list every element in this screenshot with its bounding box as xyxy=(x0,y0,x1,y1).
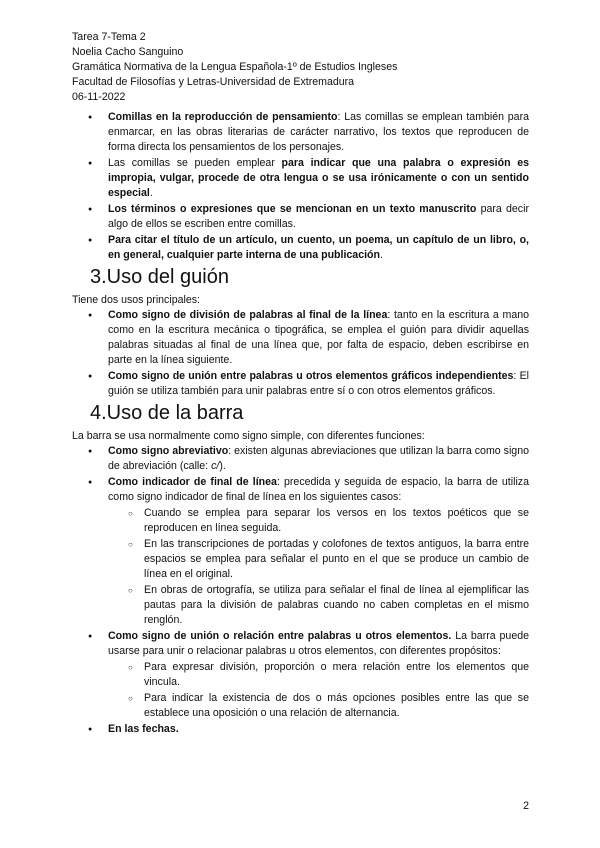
list-item: ● Como signo de división de palabras al final de la línea: tanto en la escritura a mano como en la escritura mecánica o tipográfica, se emplea el guión para dividir aquellas palabras situadas al final de una línea que, por falta de espacio, deben escribirse en parte en la línea siguiente. xyxy=(72,308,529,368)
section-3-heading: 3.Uso del guión xyxy=(90,266,229,288)
section-4-intro: La barra se usa normalmente como signo simple, con diferentes funciones: xyxy=(72,430,425,442)
section-3-intro: Tiene dos usos principales: xyxy=(72,294,200,306)
list-item: ● Las comillas se pueden emplear para indicar que una palabra o expresión es impropia, vulgar, procede de otra lengua o se usa irónicamente o con un sentido especial. xyxy=(72,156,529,201)
page-number: 2 xyxy=(523,800,529,812)
list-item: ● Como signo abreviativo: existen algunas abreviaciones que utilizan la barra como signo de abreviación (calle: c/). xyxy=(72,444,529,474)
header-assignment: Tarea 7-Tema 2 xyxy=(72,31,146,43)
sub-list-item: ○ Para expresar división, proporción o mera relación entre los elementos que vincula. xyxy=(72,660,529,690)
sub-list-item: ○ En las transcripciones de portadas y colofones de textos antiguos, la barra entre espacios se emplea para señalar el punto en el que se produce un cambio de línea en el original. xyxy=(72,537,529,582)
list-item: ● En las fechas. xyxy=(72,722,529,737)
guion-list xyxy=(72,308,529,399)
document-header xyxy=(72,30,529,105)
list-item: ● Como indicador de final de línea: precedida y seguida de espacio, la barra de utiliza como signo indicador de final de línea en los siguientes casos: xyxy=(72,475,529,505)
list-item: ● Los términos o expresiones que se mencionan en un texto manuscrito para decir algo de ellos se escriben entre comillas. xyxy=(72,202,529,232)
sub-list-item: ○ Para indicar la existencia de dos o más opciones posibles entre las que se establece una oposición o una relación de alternancia. xyxy=(72,691,529,721)
section-4-heading: 4.Uso de la barra xyxy=(90,402,244,424)
header-author: Noelia Cacho Sanguino xyxy=(72,46,184,58)
list-item: ● Para citar el título de un artículo, un cuento, un poema, un capítulo de un libro, o, en general, cualquier parte interna de una publicación. xyxy=(72,233,529,263)
header-date: 06-11-2022 xyxy=(72,91,126,103)
barra-list xyxy=(72,444,529,737)
sub-list-item: ○ En obras de ortografía, se utiliza para señalar el final de línea al ejemplificar las pautas para la división de palabras cuando no caben completas en el mismo renglón. xyxy=(72,583,529,628)
sub-list-item: ○ Cuando se emplea para separar los versos en los textos poéticos que se reproducen en línea seguida. xyxy=(72,506,529,536)
list-item: ● Como signo de unión o relación entre palabras u otros elementos. La barra puede usarse para unir o relacionar palabras u otros elementos, con diferentes propósitos: xyxy=(72,629,529,659)
comillas-list xyxy=(72,110,529,263)
header-course: Gramática Normativa de la Lengua Española-1º de Estudios Ingleses xyxy=(72,61,398,73)
header-faculty: Facultad de Filosofías y Letras-Universidad de Extremadura xyxy=(72,76,355,88)
list-item: ● Como signo de unión entre palabras u otros elementos gráficos independientes: El guión se utiliza también para unir palabras entre sí o con otros elementos gráficos. xyxy=(72,369,529,399)
list-item: ● Comillas en la reproducción de pensamiento: Las comillas se emplean también para enmarcar, en las obras literarias de carácter narrativo, los textos que reproducen de forma directa los pensamientos de los personajes. xyxy=(72,110,529,155)
